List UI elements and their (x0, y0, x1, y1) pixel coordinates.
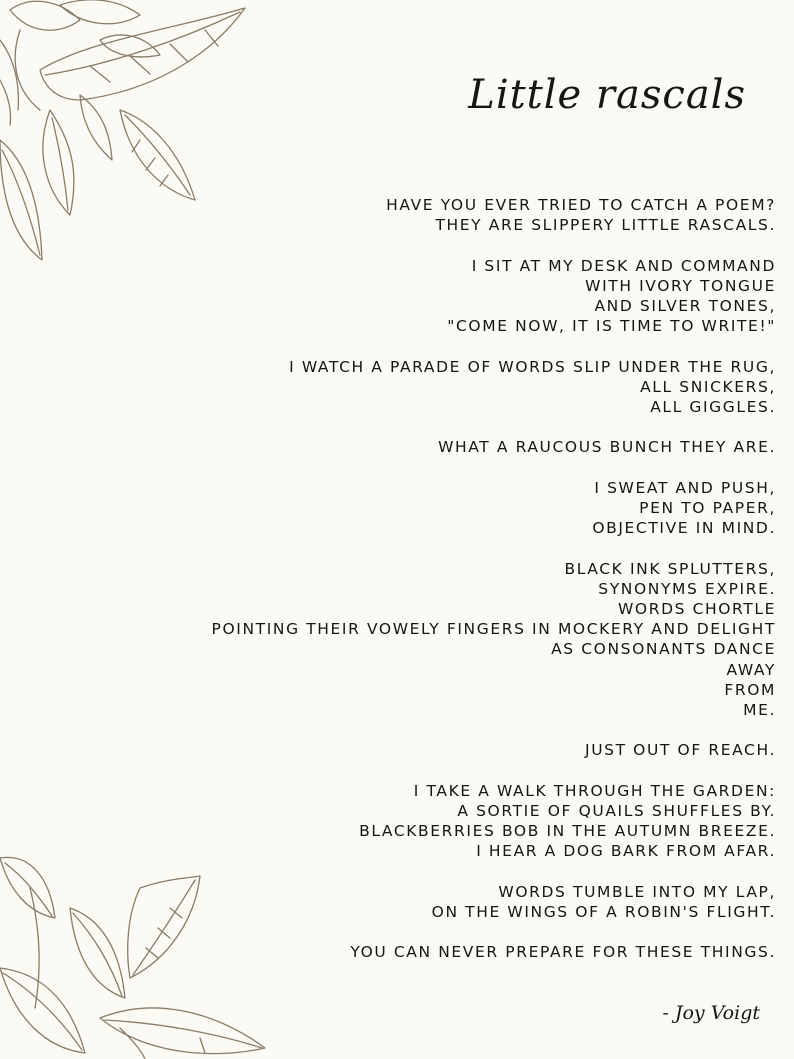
poem-stanza (212, 256, 776, 337)
poem-line: I SIT AT MY DESK AND COMMAND (471, 256, 776, 275)
poem-stanza (212, 740, 776, 760)
poem-line: BLACKBERRIES BOB IN THE AUTUMN BREEZE. (359, 822, 776, 841)
poem-line: SYNONYMS EXPIRE. (598, 579, 776, 598)
poem-line: HAVE YOU EVER TRIED TO CATCH A POEM? (386, 196, 776, 214)
poem-line: FROM (724, 680, 776, 699)
poem-stanza (212, 478, 776, 539)
poem-line: WORDS TUMBLE INTO MY LAP, (498, 882, 776, 901)
poem-line: AWAY (726, 660, 776, 679)
poem-stanza (212, 357, 776, 418)
poem-line: BLACK INK SPLUTTERS, (564, 559, 776, 578)
poem-line: AND SILVER TONES, (594, 297, 776, 315)
poem-line: AS CONSONANTS DANCE (551, 640, 776, 659)
poem-line: YOU CAN NEVER PREPARE FOR THESE THINGS. (350, 943, 776, 962)
poem-line: ALL GIGGLES. (650, 398, 776, 416)
poem-title: Little rascals (468, 72, 746, 118)
poem-line: I HEAR A DOG BARK FROM AFAR. (476, 842, 776, 861)
author-signature: - Joy Voigt (662, 1002, 760, 1024)
poem-line: A SORTIE OF QUAILS SHUFFLES BY. (457, 801, 776, 820)
poem-stanza (212, 195, 776, 235)
poem-line: WORDS CHORTLE (617, 599, 776, 618)
poem-line: ON THE WINGS OF A ROBIN'S FLIGHT. (431, 902, 776, 921)
poem-line: "COME NOW, IT IS TIME TO WRITE!" (447, 317, 776, 336)
poem-line: PEN TO PAPER, (639, 498, 776, 517)
poem-stanza (212, 781, 776, 862)
poem-line: I WATCH A PARADE OF WORDS SLIP UNDER THE RUG, (289, 357, 776, 376)
poem-line: I TAKE A WALK THROUGH THE GARDEN: (413, 781, 776, 800)
poem-line: WHAT A RAUCOUS BUNCH THEY ARE. (438, 438, 776, 457)
poem-line: ALL SNICKERS, (640, 377, 776, 396)
poem-line: THEY ARE SLIPPERY LITTLE RASCALS. (435, 216, 776, 235)
poem-stanza (212, 882, 776, 922)
poem-line: WITH IVORY TONGUE (585, 276, 776, 295)
poem-line: I SWEAT AND PUSH, (594, 478, 776, 497)
poem-stanza (212, 437, 776, 457)
poem-stanza (212, 942, 776, 962)
poem-line: OBJECTIVE IN MIND. (592, 519, 776, 538)
poem-line: JUST OUT OF REACH. (585, 741, 776, 760)
poem-line: POINTING THEIR VOWELY FINGERS IN MOCKERY AND DELIGHT (211, 620, 776, 639)
poem-stanza (212, 559, 776, 721)
poem-body (212, 195, 776, 983)
poem-line: ME. (743, 701, 776, 719)
